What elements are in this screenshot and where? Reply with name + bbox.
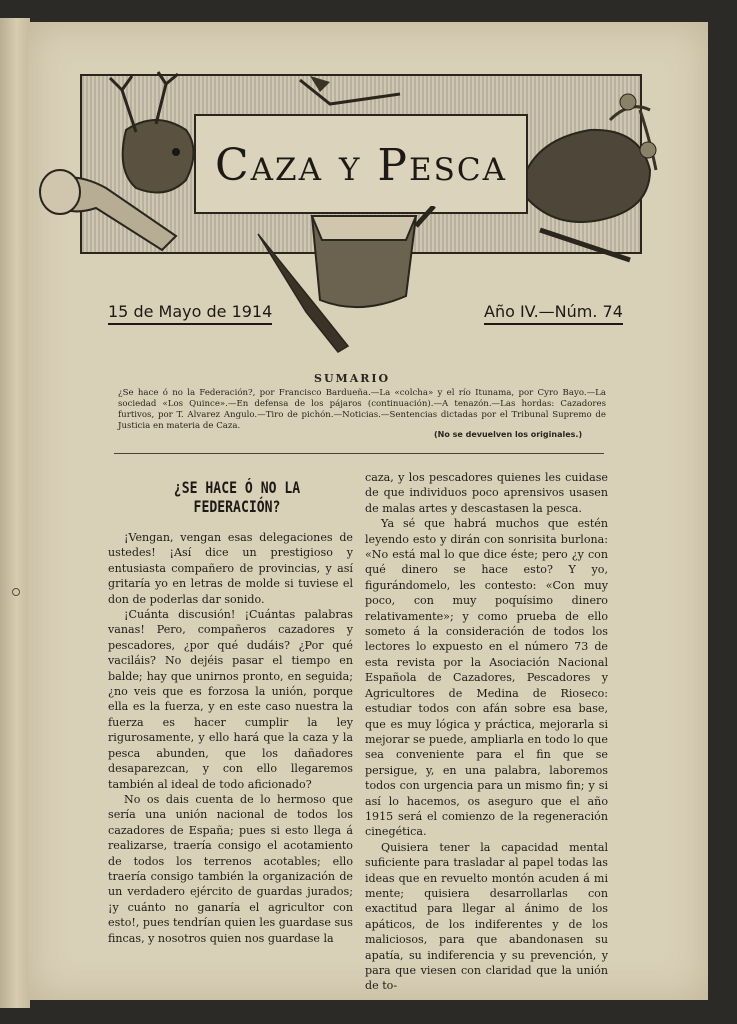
article-paragraph: caza, y los pescadores quienes les cuidase de que individuos poco aprensivos usasen de malas artes y descastasen la pesca. [365, 471, 608, 515]
article-paragraph: Quisiera tener la capacidad mental suficiente para trasladar al papel todas las ideas que en revuelto montón acuden á mi mente; quisiera desarrollarlas con exactitud para llegar al ánimo de los apáticos, de los indiferentes y de los maliciosos, para que abandonasen su apatía, su indiferencia y su prevención, y para que viesen con claridad que la unión de to- [365, 840, 608, 993]
sumario-heading: SUMARIO [314, 372, 391, 385]
article-column-left [108, 530, 353, 946]
article-paragraph: ¡Cuánta discusión! ¡Cuántas palabras vanas! Pero, compañeros cazadores y pescadores, ¿por qué dudáis? ¿Por qué vaciláis? No dejéis pasar el tiempo en balde; hay que unirnos pronto, en seguida; ¿no veis que es forzosa la unión, porque ella es la fuerza, y en este caso nuestra la fuerza es hacer cumplir la ley rigurosamente, y ello hará que la caza y la pesca abunden, que los dañadores desaparezcan, y con ello llegaremos también al ideal de todo aficionado? [108, 608, 353, 791]
sumario-text: ¿Se hace ó no la Federación?, por Francisco Bardueña.—La «colcha» y el río Itunama, por Cyro Bayo.—La sociedad «Los Quince».—En defensa de los pájaros (continuación).—A tenazón.—Las hordas: Cazadores furtivos, por T. Alvarez Angulo.—Tiro de pichón.—Noticias.—Sentencias dictadas por el Tribunal Supremo de Justicia en materia de Caza. [118, 388, 606, 431]
article-paragraph: No os dais cuenta de lo hermoso que sería una unión nacional de todos los cazadores de España; pues si esto llega á realizarse, traería consigo el acotamiento de todos los terrenos acotables; ello traería consigo también la organización de un verdadero ejército de guardas jurados; ¡y cuánto no ganaría el agricultor con esto!, pues tendrían quien les guardase sus fincas, y nosotros quien nos guardase la [108, 792, 353, 945]
article-paragraph: Ya sé que habrá muchos que estén leyendo esto y dirán con sonrisita burlona: «No está mal lo que dice éste; pero ¿y con qué dinero se hace esto? Y yo, figurándomelo, les contesto: «Con muy poco, con muy poquísimo dinero relativamente»; y como prueba de ello someto á la consideración de todos los lectores lo expuesto en el número 73 de esta revista por la Asociación Nacional Española de Cazadores, Pescadores y Agricultores de Medina de Rioseco: estudiar todos con afán sobre esa base, que es muy lógica y práctica, mejorarla si mejorar se puede, ampliarla en todo lo que sea conveniente para el fin que se persigue, y, en una palabra, laboremos todos con urgencia para un mismo fin; y si así lo hacemos, os aseguro que el año 1915 será el comienzo de la regeneración cinegética. [365, 517, 608, 839]
issue-date: 15 de Mayo de 1914 [108, 302, 272, 325]
originals-notice: (No se devuelven los originales.) [434, 430, 583, 439]
article-column-right [365, 470, 608, 994]
binding-spine [0, 18, 30, 1008]
article-paragraph: ¡Vengan, vengan esas delegaciones de ustedes! ¡Así dice un prestigioso y entusiasta compañero de provincias, y así gritaría yo en letras de molde si tuviese el don de poderlas dar sonido. [108, 531, 353, 606]
article-headline: ¿SE HACE Ó NO LA FEDERACIÓN? [173, 478, 301, 516]
masthead [80, 74, 642, 254]
issue-number: Año IV.—Núm. 74 [484, 302, 623, 325]
binding-hole [12, 588, 20, 596]
magazine-title: Caza y Pesca [215, 140, 507, 191]
game-bag-and-knife-illustration [256, 206, 456, 356]
section-divider [114, 453, 604, 454]
